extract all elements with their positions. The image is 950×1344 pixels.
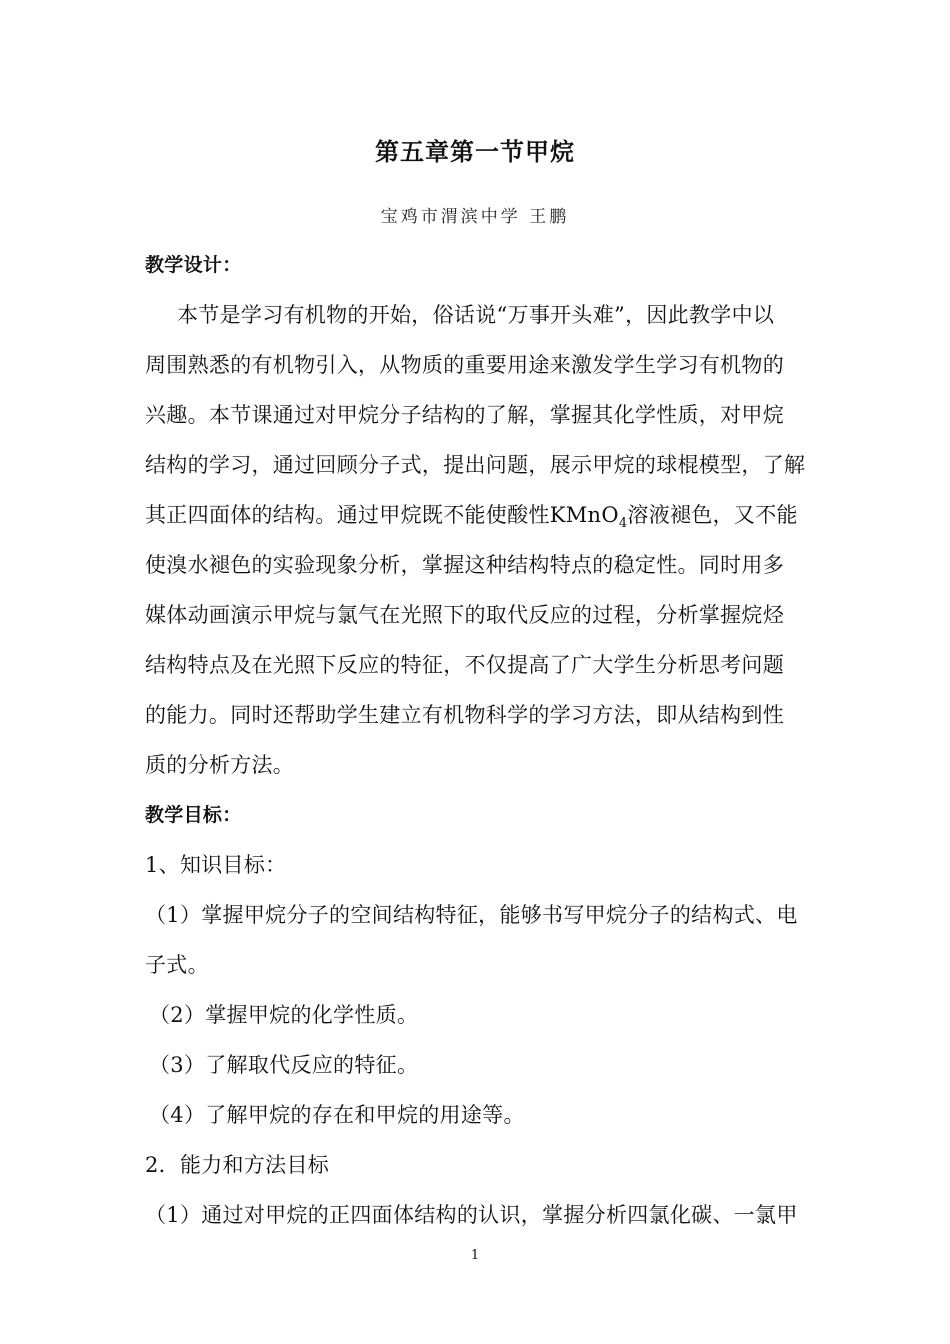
ability-heading: 2．能力和方法目标 <box>145 1153 330 1177</box>
paragraph-line: 结构特点及在光照下反应的特征，不仅提高了广大学生分析思考问题 <box>145 653 784 677</box>
knowledge-item: （4）了解甲烷的存在和甲烷的用途等。 <box>149 1103 525 1127</box>
paragraph-line: 兴趣。本节课通过对甲烷分子结构的了解，掌握其化学性质，对甲烷 <box>145 403 784 427</box>
paragraph-line: 媒体动画演示甲烷与氯气在光照下的取代反应的过程，分析掌握烷烃 <box>145 603 784 627</box>
knowledge-item: （1）掌握甲烷分子的空间结构特征，能够书写甲烷分子的结构式、电 <box>145 903 798 927</box>
document-body <box>145 248 809 1248</box>
paragraph-line: 本节是学习有机物的开始，俗话说“万事开头难”，因此教学中以 <box>177 303 775 327</box>
chemical-formula <box>549 503 628 532</box>
paragraph-line-formula <box>145 498 809 548</box>
design-heading: 教学设计： <box>145 254 242 276</box>
goals-heading: 教学目标： <box>145 804 242 826</box>
page-number: 1 <box>470 1248 480 1263</box>
knowledge-item: 子式。 <box>145 953 209 977</box>
knowledge-item: （3）了解取代反应的特征。 <box>149 1053 419 1077</box>
paragraph-text: 溶液褪色，又不能 <box>627 503 798 527</box>
paragraph-line: 结构的学习，通过回顾分子式，提出问题，展示甲烷的球棍模型，了解 <box>145 453 806 477</box>
knowledge-item: （2）掌握甲烷的化学性质。 <box>149 1003 419 1027</box>
paragraph-line: 周围熟悉的有机物引入，从物质的重要用途来激发学生学习有机物的 <box>145 353 784 377</box>
formula-base: KMnO <box>549 503 619 527</box>
paragraph-line: 的能力。同时还帮助学生建立有机物科学的学习方法，即从结构到性 <box>145 703 784 727</box>
knowledge-heading: 1、知识目标： <box>145 853 287 877</box>
formula-subscript: 4 <box>618 516 628 532</box>
author-line: 宝鸡市渭滨中学 王鹏 <box>380 207 570 227</box>
ability-item: （1）通过对甲烷的正四面体结构的认识，掌握分析四氯化碳、一氯甲 <box>145 1203 798 1227</box>
page-title: 第五章第一节甲烷 <box>375 138 575 166</box>
paragraph-line: 质的分析方法。 <box>145 753 295 777</box>
paragraph-line: 使溴水褪色的实验现象分析，掌握这种结构特点的稳定性。同时用多 <box>145 553 784 577</box>
paragraph-text: 其正四面体的结构。通过甲烷既不能使酸性 <box>145 503 550 527</box>
